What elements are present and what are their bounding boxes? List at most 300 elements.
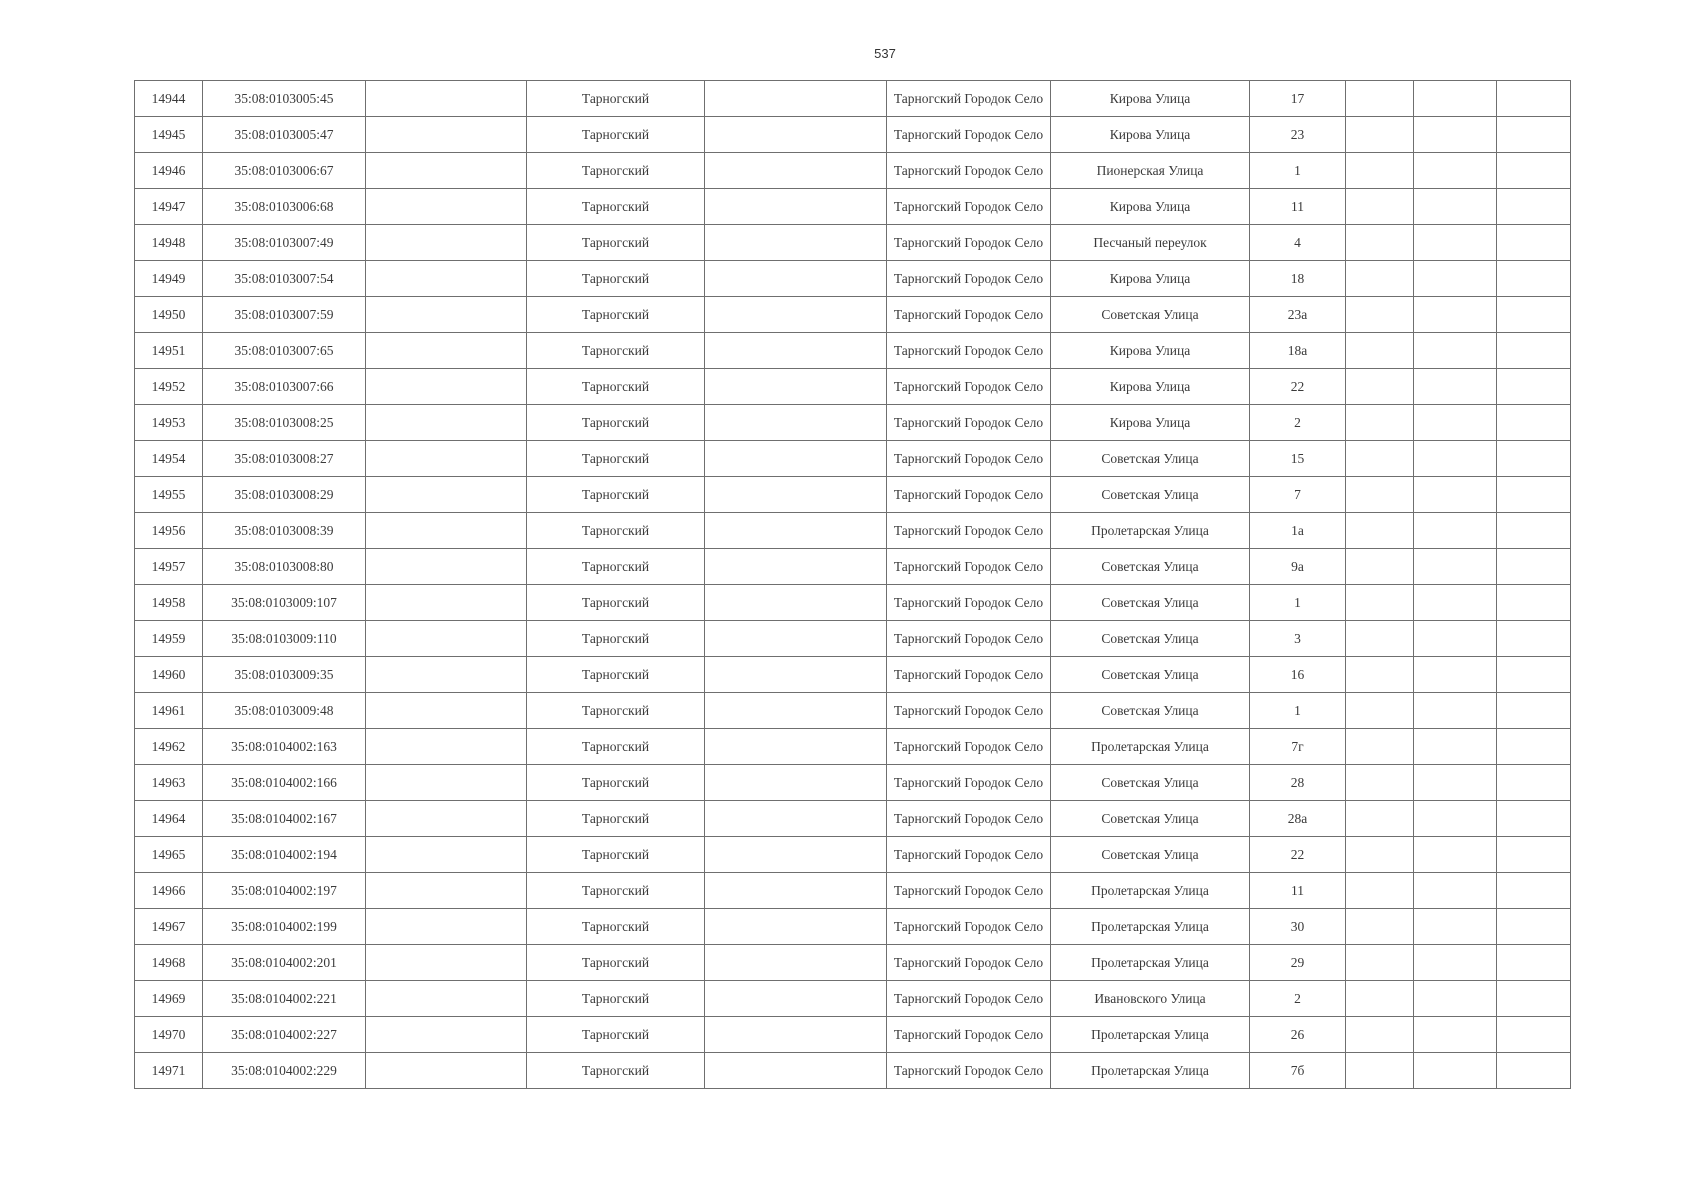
empty-cell: [1497, 621, 1571, 657]
empty-cell: [1497, 153, 1571, 189]
district-cell: Тарногский: [527, 261, 705, 297]
empty-cell: [366, 549, 527, 585]
empty-cell: [705, 333, 887, 369]
empty-cell: [1414, 477, 1497, 513]
empty-cell: [366, 1017, 527, 1053]
cadastral-number-cell: 35:08:0103008:39: [203, 513, 366, 549]
empty-cell: [1497, 837, 1571, 873]
record-number-cell: 14968: [135, 945, 203, 981]
cadastral-number-cell: 35:08:0103009:48: [203, 693, 366, 729]
empty-cell: [1346, 801, 1414, 837]
empty-cell: [1346, 153, 1414, 189]
house-number-cell: 11: [1250, 189, 1346, 225]
street-cell: Кирова Улица: [1051, 333, 1250, 369]
empty-cell: [1346, 297, 1414, 333]
locality-cell: Тарногский Городок Село: [887, 945, 1051, 981]
empty-cell: [366, 765, 527, 801]
locality-cell: Тарногский Городок Село: [887, 981, 1051, 1017]
house-number-cell: 30: [1250, 909, 1346, 945]
empty-cell: [1346, 765, 1414, 801]
record-number-cell: 14946: [135, 153, 203, 189]
record-number-cell: 14950: [135, 297, 203, 333]
street-cell: Пролетарская Улица: [1051, 729, 1250, 765]
cadastral-number-cell: 35:08:0103007:54: [203, 261, 366, 297]
record-number-cell: 14958: [135, 585, 203, 621]
district-cell: Тарногский: [527, 729, 705, 765]
table-row: [135, 117, 1571, 153]
record-number-cell: 14960: [135, 657, 203, 693]
empty-cell: [366, 945, 527, 981]
locality-cell: Тарногский Городок Село: [887, 297, 1051, 333]
district-cell: Тарногский: [527, 117, 705, 153]
empty-cell: [1414, 981, 1497, 1017]
cadastral-number-cell: 35:08:0104002:229: [203, 1053, 366, 1089]
cadastral-number-cell: 35:08:0103007:49: [203, 225, 366, 261]
empty-cell: [1414, 441, 1497, 477]
cadastral-number-cell: 35:08:0104002:163: [203, 729, 366, 765]
empty-cell: [705, 765, 887, 801]
street-cell: Кирова Улица: [1051, 117, 1250, 153]
empty-cell: [705, 405, 887, 441]
page-number: 537: [874, 46, 896, 61]
empty-cell: [1497, 477, 1571, 513]
record-number-cell: 14952: [135, 369, 203, 405]
empty-cell: [1497, 657, 1571, 693]
cadastral-number-cell: 35:08:0104002:227: [203, 1017, 366, 1053]
table-row: [135, 153, 1571, 189]
cadastral-number-cell: 35:08:0103006:68: [203, 189, 366, 225]
cadastral-number-cell: 35:08:0104002:194: [203, 837, 366, 873]
empty-cell: [366, 333, 527, 369]
record-number-cell: 14970: [135, 1017, 203, 1053]
table-row: [135, 189, 1571, 225]
locality-cell: Тарногский Городок Село: [887, 909, 1051, 945]
street-cell: Советская Улица: [1051, 477, 1250, 513]
empty-cell: [366, 585, 527, 621]
street-cell: Пролетарская Улица: [1051, 513, 1250, 549]
empty-cell: [705, 693, 887, 729]
table-row: [135, 513, 1571, 549]
empty-cell: [705, 873, 887, 909]
property-registry-table: [134, 80, 1571, 1089]
district-cell: Тарногский: [527, 297, 705, 333]
cadastral-number-cell: 35:08:0103006:67: [203, 153, 366, 189]
street-cell: Советская Улица: [1051, 693, 1250, 729]
house-number-cell: 7г: [1250, 729, 1346, 765]
locality-cell: Тарногский Городок Село: [887, 117, 1051, 153]
district-cell: Тарногский: [527, 333, 705, 369]
locality-cell: Тарногский Городок Село: [887, 1053, 1051, 1089]
empty-cell: [705, 909, 887, 945]
empty-cell: [1497, 801, 1571, 837]
empty-cell: [1346, 117, 1414, 153]
locality-cell: Тарногский Городок Село: [887, 189, 1051, 225]
empty-cell: [366, 657, 527, 693]
empty-cell: [366, 261, 527, 297]
record-number-cell: 14956: [135, 513, 203, 549]
house-number-cell: 22: [1250, 369, 1346, 405]
cadastral-number-cell: 35:08:0104002:199: [203, 909, 366, 945]
empty-cell: [1346, 693, 1414, 729]
district-cell: Тарногский: [527, 549, 705, 585]
locality-cell: Тарногский Городок Село: [887, 837, 1051, 873]
empty-cell: [705, 1053, 887, 1089]
empty-cell: [1414, 117, 1497, 153]
empty-cell: [1497, 1053, 1571, 1089]
table-row: [135, 477, 1571, 513]
empty-cell: [1414, 693, 1497, 729]
empty-cell: [1414, 1017, 1497, 1053]
house-number-cell: 18: [1250, 261, 1346, 297]
empty-cell: [1414, 549, 1497, 585]
district-cell: Тарногский: [527, 693, 705, 729]
table-row: [135, 909, 1571, 945]
empty-cell: [1414, 153, 1497, 189]
locality-cell: Тарногский Городок Село: [887, 585, 1051, 621]
locality-cell: Тарногский Городок Село: [887, 1017, 1051, 1053]
street-cell: Кирова Улица: [1051, 405, 1250, 441]
empty-cell: [705, 513, 887, 549]
empty-cell: [1414, 657, 1497, 693]
house-number-cell: 1: [1250, 153, 1346, 189]
empty-cell: [1346, 189, 1414, 225]
empty-cell: [705, 189, 887, 225]
empty-cell: [705, 369, 887, 405]
table-row: [135, 837, 1571, 873]
empty-cell: [1346, 657, 1414, 693]
empty-cell: [1414, 189, 1497, 225]
empty-cell: [366, 729, 527, 765]
street-cell: Советская Улица: [1051, 837, 1250, 873]
empty-cell: [1414, 1053, 1497, 1089]
empty-cell: [705, 1017, 887, 1053]
empty-cell: [366, 693, 527, 729]
empty-cell: [1497, 729, 1571, 765]
record-number-cell: 14966: [135, 873, 203, 909]
table-row: [135, 945, 1571, 981]
table-row: [135, 585, 1571, 621]
street-cell: Советская Улица: [1051, 801, 1250, 837]
empty-cell: [1346, 477, 1414, 513]
house-number-cell: 29: [1250, 945, 1346, 981]
cadastral-number-cell: 35:08:0104002:167: [203, 801, 366, 837]
street-cell: Советская Улица: [1051, 297, 1250, 333]
record-number-cell: 14949: [135, 261, 203, 297]
street-cell: Кирова Улица: [1051, 81, 1250, 117]
empty-cell: [366, 909, 527, 945]
empty-cell: [1414, 729, 1497, 765]
cadastral-number-cell: 35:08:0104002:221: [203, 981, 366, 1017]
record-number-cell: 14951: [135, 333, 203, 369]
empty-cell: [1346, 225, 1414, 261]
locality-cell: Тарногский Городок Село: [887, 81, 1051, 117]
locality-cell: Тарногский Городок Село: [887, 333, 1051, 369]
district-cell: Тарногский: [527, 513, 705, 549]
empty-cell: [1346, 729, 1414, 765]
empty-cell: [1497, 225, 1571, 261]
empty-cell: [366, 153, 527, 189]
empty-cell: [1414, 945, 1497, 981]
empty-cell: [1414, 513, 1497, 549]
table-row: [135, 621, 1571, 657]
empty-cell: [1346, 621, 1414, 657]
locality-cell: Тарногский Городок Село: [887, 441, 1051, 477]
table-row: [135, 225, 1571, 261]
house-number-cell: 1: [1250, 693, 1346, 729]
street-cell: Советская Улица: [1051, 585, 1250, 621]
empty-cell: [705, 549, 887, 585]
empty-cell: [1497, 585, 1571, 621]
empty-cell: [1414, 585, 1497, 621]
empty-cell: [1414, 81, 1497, 117]
locality-cell: Тарногский Городок Село: [887, 621, 1051, 657]
empty-cell: [705, 261, 887, 297]
house-number-cell: 7: [1250, 477, 1346, 513]
table-row: [135, 297, 1571, 333]
district-cell: Тарногский: [527, 441, 705, 477]
empty-cell: [705, 945, 887, 981]
empty-cell: [1414, 765, 1497, 801]
empty-cell: [705, 801, 887, 837]
empty-cell: [1414, 333, 1497, 369]
empty-cell: [1414, 297, 1497, 333]
record-number-cell: 14965: [135, 837, 203, 873]
empty-cell: [1346, 981, 1414, 1017]
street-cell: Пионерская Улица: [1051, 153, 1250, 189]
cadastral-number-cell: 35:08:0103008:25: [203, 405, 366, 441]
empty-cell: [705, 621, 887, 657]
locality-cell: Тарногский Городок Село: [887, 405, 1051, 441]
empty-cell: [1346, 333, 1414, 369]
record-number-cell: 14953: [135, 405, 203, 441]
table-row: [135, 765, 1571, 801]
record-number-cell: 14945: [135, 117, 203, 153]
empty-cell: [1497, 189, 1571, 225]
street-cell: Ивановского Улица: [1051, 981, 1250, 1017]
empty-cell: [1346, 441, 1414, 477]
street-cell: Кирова Улица: [1051, 369, 1250, 405]
cadastral-number-cell: 35:08:0104002:201: [203, 945, 366, 981]
empty-cell: [1346, 1053, 1414, 1089]
district-cell: Тарногский: [527, 153, 705, 189]
locality-cell: Тарногский Городок Село: [887, 693, 1051, 729]
empty-cell: [1346, 1017, 1414, 1053]
empty-cell: [1497, 945, 1571, 981]
locality-cell: Тарногский Городок Село: [887, 765, 1051, 801]
table-row: [135, 729, 1571, 765]
record-number-cell: 14948: [135, 225, 203, 261]
empty-cell: [705, 585, 887, 621]
empty-cell: [366, 441, 527, 477]
table-row: [135, 657, 1571, 693]
street-cell: Кирова Улица: [1051, 261, 1250, 297]
empty-cell: [366, 297, 527, 333]
locality-cell: Тарногский Городок Село: [887, 477, 1051, 513]
street-cell: Пролетарская Улица: [1051, 873, 1250, 909]
empty-cell: [1414, 405, 1497, 441]
house-number-cell: 1: [1250, 585, 1346, 621]
record-number-cell: 14963: [135, 765, 203, 801]
empty-cell: [1497, 549, 1571, 585]
record-number-cell: 14961: [135, 693, 203, 729]
empty-cell: [1497, 513, 1571, 549]
district-cell: Тарногский: [527, 369, 705, 405]
house-number-cell: 22: [1250, 837, 1346, 873]
district-cell: Тарногский: [527, 909, 705, 945]
empty-cell: [1414, 261, 1497, 297]
table-row: [135, 981, 1571, 1017]
empty-cell: [366, 225, 527, 261]
house-number-cell: 26: [1250, 1017, 1346, 1053]
table-row: [135, 441, 1571, 477]
empty-cell: [705, 441, 887, 477]
cadastral-number-cell: 35:08:0103007:65: [203, 333, 366, 369]
locality-cell: Тарногский Городок Село: [887, 729, 1051, 765]
locality-cell: Тарногский Городок Село: [887, 153, 1051, 189]
empty-cell: [705, 729, 887, 765]
house-number-cell: 9а: [1250, 549, 1346, 585]
house-number-cell: 4: [1250, 225, 1346, 261]
empty-cell: [1497, 765, 1571, 801]
empty-cell: [1414, 801, 1497, 837]
street-cell: Пролетарская Улица: [1051, 909, 1250, 945]
empty-cell: [366, 801, 527, 837]
street-cell: Кирова Улица: [1051, 189, 1250, 225]
district-cell: Тарногский: [527, 189, 705, 225]
cadastral-number-cell: 35:08:0103007:59: [203, 297, 366, 333]
table-row: [135, 81, 1571, 117]
empty-cell: [366, 117, 527, 153]
empty-cell: [1346, 513, 1414, 549]
empty-cell: [1497, 981, 1571, 1017]
empty-cell: [705, 657, 887, 693]
empty-cell: [366, 189, 527, 225]
empty-cell: [366, 873, 527, 909]
house-number-cell: 28: [1250, 765, 1346, 801]
cadastral-number-cell: 35:08:0103008:29: [203, 477, 366, 513]
street-cell: Пролетарская Улица: [1051, 1017, 1250, 1053]
cadastral-number-cell: 35:08:0103009:35: [203, 657, 366, 693]
empty-cell: [1346, 261, 1414, 297]
cadastral-number-cell: 35:08:0103007:66: [203, 369, 366, 405]
district-cell: Тарногский: [527, 405, 705, 441]
table-row: [135, 693, 1571, 729]
table-row: [135, 405, 1571, 441]
empty-cell: [366, 621, 527, 657]
empty-cell: [705, 837, 887, 873]
table-row: [135, 369, 1571, 405]
district-cell: Тарногский: [527, 225, 705, 261]
empty-cell: [1414, 873, 1497, 909]
district-cell: Тарногский: [527, 837, 705, 873]
house-number-cell: 2: [1250, 981, 1346, 1017]
empty-cell: [1497, 873, 1571, 909]
district-cell: Тарногский: [527, 81, 705, 117]
empty-cell: [705, 81, 887, 117]
empty-cell: [1497, 117, 1571, 153]
house-number-cell: 16: [1250, 657, 1346, 693]
empty-cell: [705, 981, 887, 1017]
empty-cell: [366, 81, 527, 117]
empty-cell: [1346, 873, 1414, 909]
record-number-cell: 14959: [135, 621, 203, 657]
empty-cell: [1497, 297, 1571, 333]
house-number-cell: 1а: [1250, 513, 1346, 549]
empty-cell: [1497, 909, 1571, 945]
record-number-cell: 14957: [135, 549, 203, 585]
record-number-cell: 14971: [135, 1053, 203, 1089]
empty-cell: [1497, 441, 1571, 477]
district-cell: Тарногский: [527, 873, 705, 909]
empty-cell: [1497, 1017, 1571, 1053]
table-row: [135, 873, 1571, 909]
empty-cell: [705, 153, 887, 189]
empty-cell: [1497, 369, 1571, 405]
table-row: [135, 261, 1571, 297]
record-number-cell: 14955: [135, 477, 203, 513]
cadastral-number-cell: 35:08:0103005:47: [203, 117, 366, 153]
record-number-cell: 14954: [135, 441, 203, 477]
empty-cell: [366, 981, 527, 1017]
house-number-cell: 28а: [1250, 801, 1346, 837]
street-cell: Советская Улица: [1051, 657, 1250, 693]
empty-cell: [1414, 909, 1497, 945]
record-number-cell: 14962: [135, 729, 203, 765]
empty-cell: [705, 297, 887, 333]
district-cell: Тарногский: [527, 981, 705, 1017]
empty-cell: [1497, 693, 1571, 729]
record-number-cell: 14967: [135, 909, 203, 945]
empty-cell: [1497, 81, 1571, 117]
table-row: [135, 333, 1571, 369]
empty-cell: [1346, 585, 1414, 621]
cadastral-number-cell: 35:08:0104002:166: [203, 765, 366, 801]
record-number-cell: 14964: [135, 801, 203, 837]
locality-cell: Тарногский Городок Село: [887, 513, 1051, 549]
empty-cell: [705, 117, 887, 153]
empty-cell: [1414, 369, 1497, 405]
empty-cell: [1346, 369, 1414, 405]
empty-cell: [1414, 225, 1497, 261]
district-cell: Тарногский: [527, 1017, 705, 1053]
empty-cell: [1497, 333, 1571, 369]
cadastral-number-cell: 35:08:0104002:197: [203, 873, 366, 909]
cadastral-number-cell: 35:08:0103009:107: [203, 585, 366, 621]
house-number-cell: 23а: [1250, 297, 1346, 333]
empty-cell: [705, 477, 887, 513]
district-cell: Тарногский: [527, 585, 705, 621]
empty-cell: [1346, 81, 1414, 117]
street-cell: Песчаный переулок: [1051, 225, 1250, 261]
empty-cell: [1414, 621, 1497, 657]
table-row: [135, 1053, 1571, 1089]
empty-cell: [1497, 405, 1571, 441]
empty-cell: [366, 513, 527, 549]
district-cell: Тарногский: [527, 477, 705, 513]
street-cell: Советская Улица: [1051, 549, 1250, 585]
street-cell: Советская Улица: [1051, 441, 1250, 477]
locality-cell: Тарногский Городок Село: [887, 549, 1051, 585]
registry-body: [135, 81, 1571, 1089]
house-number-cell: 17: [1250, 81, 1346, 117]
street-cell: Пролетарская Улица: [1051, 945, 1250, 981]
cadastral-number-cell: 35:08:0103008:80: [203, 549, 366, 585]
house-number-cell: 11: [1250, 873, 1346, 909]
locality-cell: Тарногский Городок Село: [887, 801, 1051, 837]
record-number-cell: 14969: [135, 981, 203, 1017]
locality-cell: Тарногский Городок Село: [887, 261, 1051, 297]
locality-cell: Тарногский Городок Село: [887, 657, 1051, 693]
